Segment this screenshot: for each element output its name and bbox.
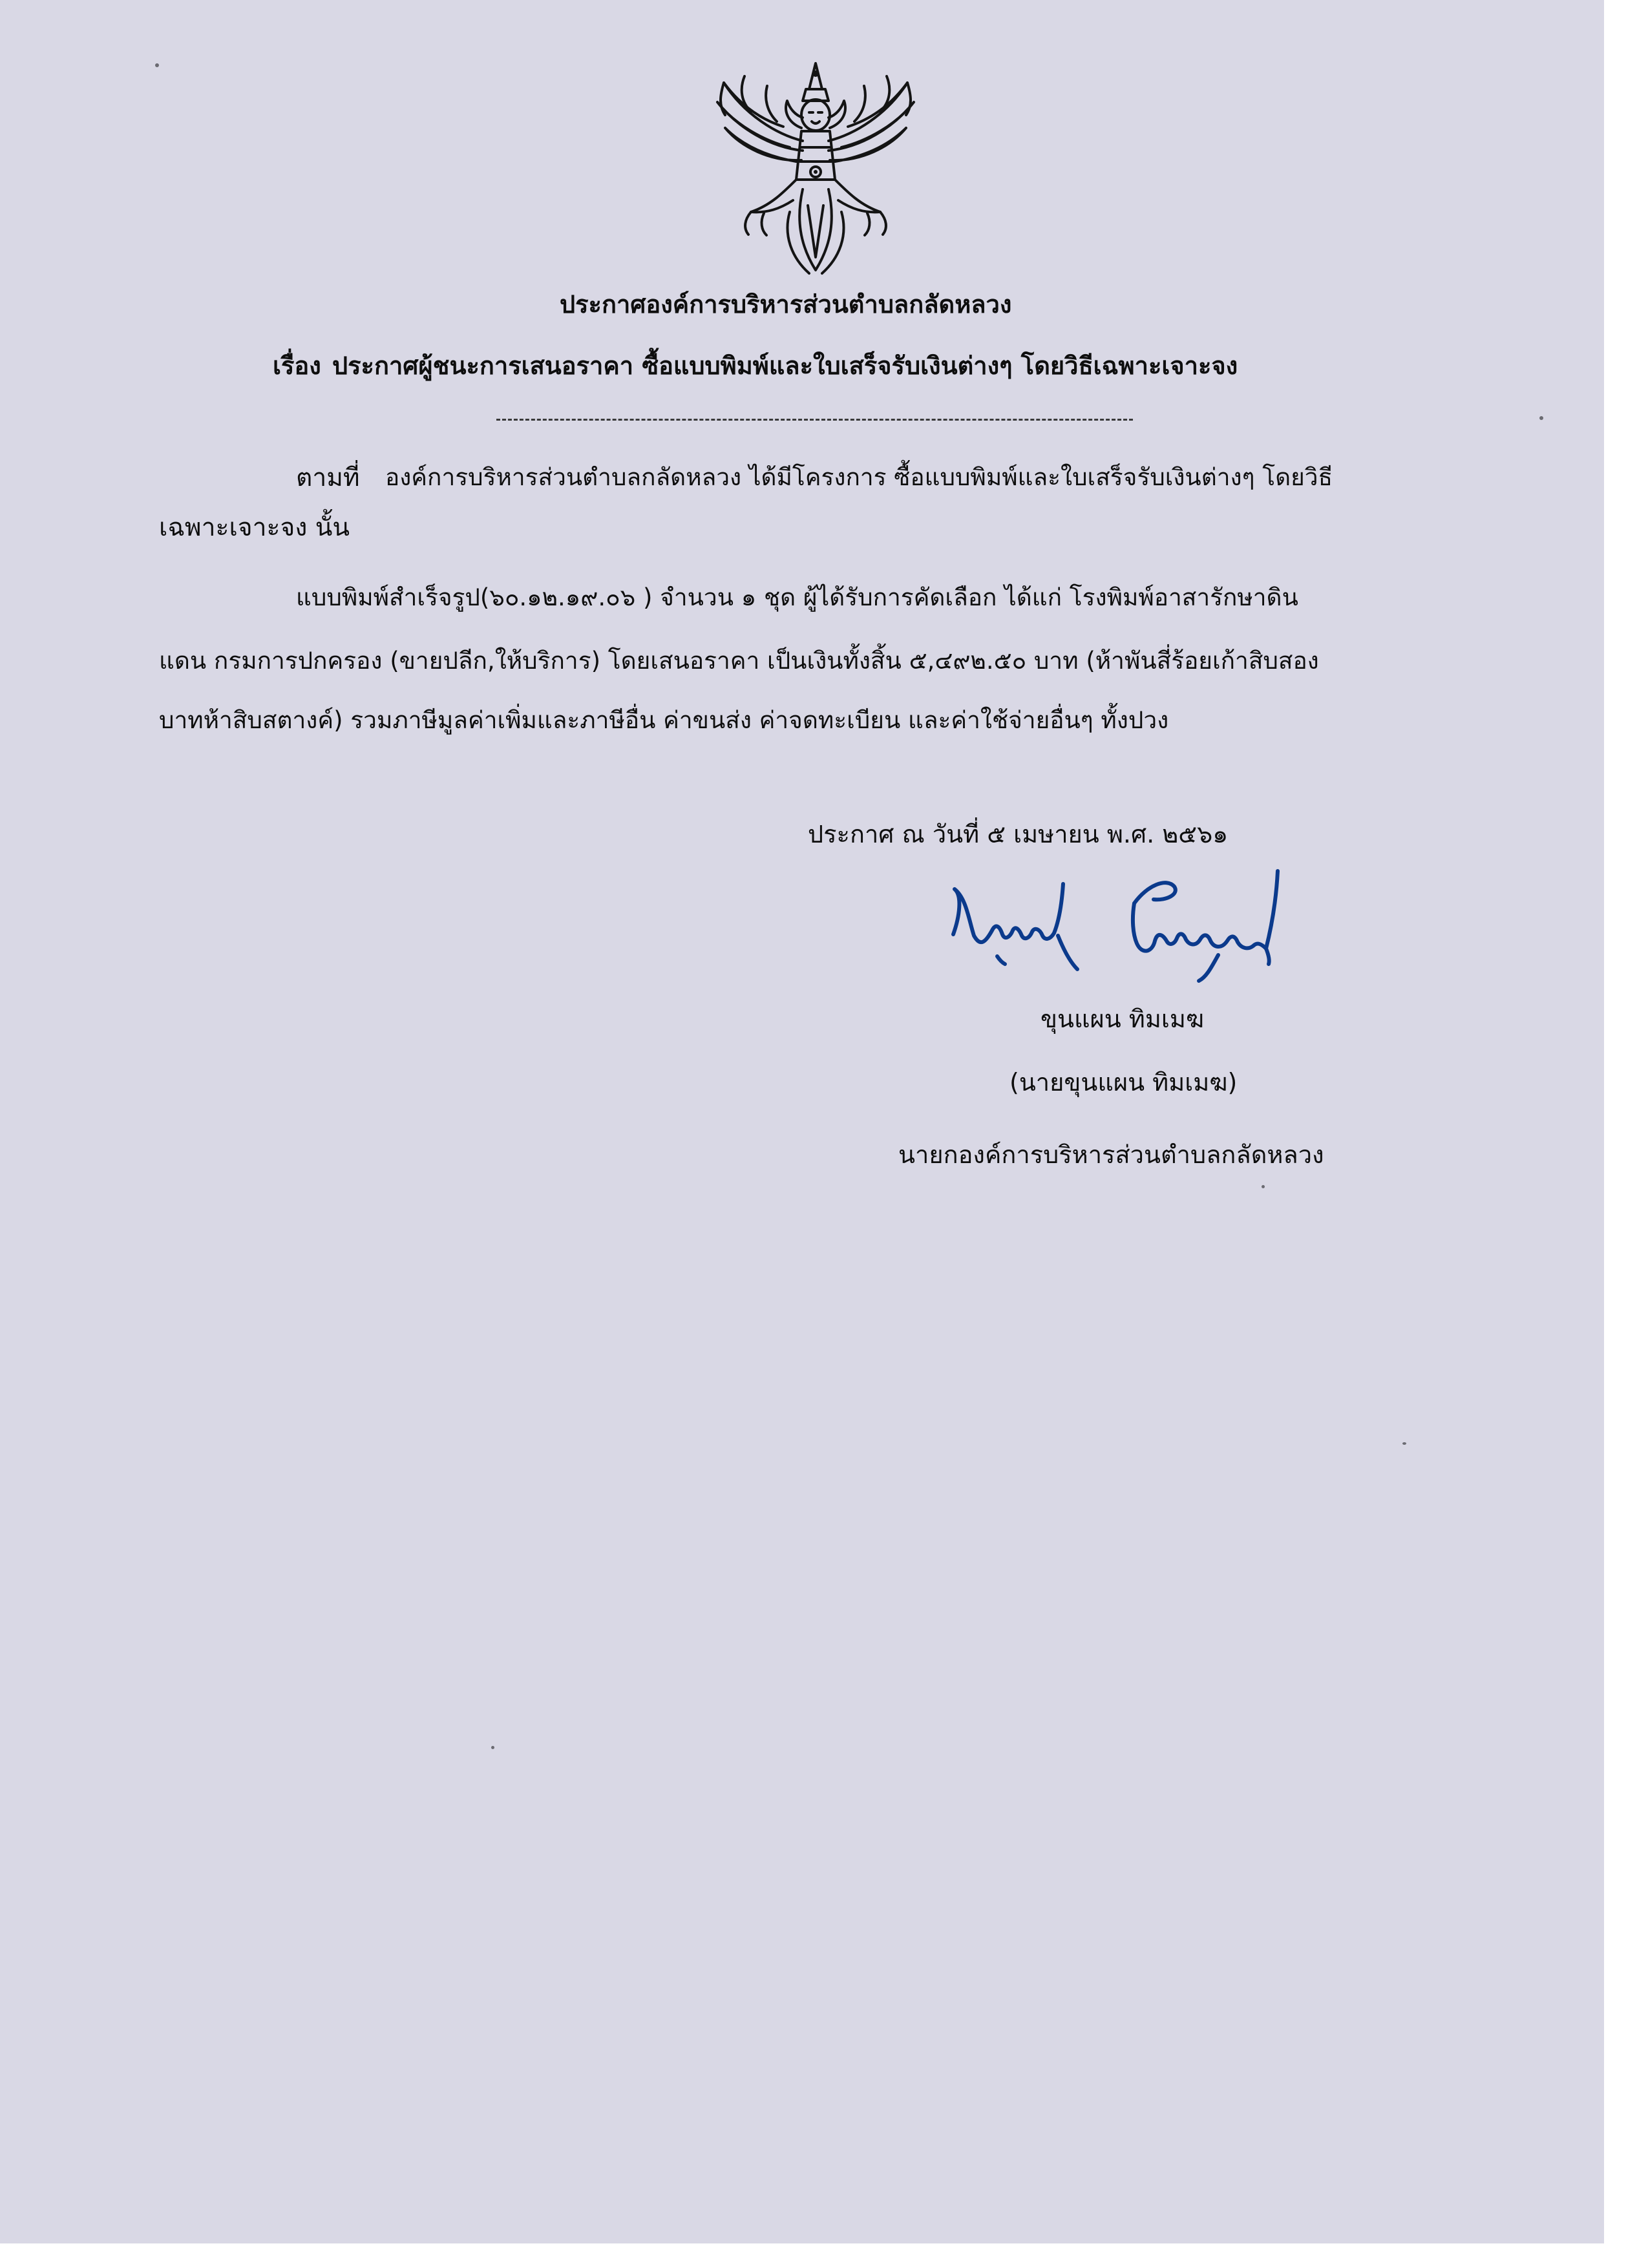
paper-speck: [1262, 1185, 1265, 1188]
signer-name: ขุนแผน ทิมเมฆ: [1041, 1005, 1205, 1033]
paragraph2-line1: แบบพิมพ์สำเร็จรูป(๖๐.๑๒.๑๙.๐๖ ) จำนวน ๑ ชุด ผู้ได้รับการคัดเลือก ได้แก่ โรงพิมพ์อาสารักษาดิน: [296, 583, 1298, 611]
paragraph2-line3: บาทห้าสิบสตางค์) รวมภาษีมูลค่าเพิ่มและภาษีอื่น ค่าขนส่ง ค่าจดทะเบียน และค่าใช้จ่ายอื่นๆ ทั้งปวง: [159, 706, 1169, 734]
signer-full-name: (นายขุนแผน ทิมเมฆ): [1009, 1068, 1238, 1097]
paper-speck: [1539, 416, 1543, 420]
paper-speck: [491, 1746, 494, 1749]
handwritten-signature-icon: [940, 858, 1328, 1007]
date-line: ประกาศ ณ วันที่ ๕ เมษายน พ.ศ. ๒๕๖๑: [808, 820, 1229, 848]
paper-speck: [1402, 1442, 1406, 1445]
paragraph1-line2: เฉพาะเจาะจง นั้น: [159, 513, 350, 542]
separator-line: [496, 419, 1133, 421]
paragraph2-line2: แดน กรมการปกครอง (ขายปลีก,ให้บริการ) โดยเสนอราคา เป็นเงินทั้งสิ้น ๕,๔๙๒.๕๐ บาท (ห้าพันสี่ร้อยเก้าสิบสอง: [159, 647, 1319, 675]
signer-position: นายกองค์การบริหารส่วนตำบลกลัดหลวง: [898, 1140, 1324, 1169]
paragraph1-line1: องค์การบริหารส่วนตำบลกลัดหลวง ได้มีโครงการ ซื้อแบบพิมพ์และใบเสร็จรับเงินต่างๆ โดยวิธี: [385, 463, 1333, 491]
subject-line: ประกาศผู้ชนะการเสนอราคา ซื้อแบบพิมพ์และใบเสร็จรับเงินต่างๆ โดยวิธีเฉพาะเจาะจง: [332, 352, 1238, 380]
subject-label: เรื่อง: [273, 352, 321, 380]
paragraph1-lead: ตามที่: [296, 463, 360, 492]
garuda-emblem-icon: [706, 50, 925, 280]
paper-speck: [155, 63, 159, 67]
document-header: ประกาศองค์การบริหารส่วนตำบลกลัดหลวง: [560, 290, 1012, 319]
